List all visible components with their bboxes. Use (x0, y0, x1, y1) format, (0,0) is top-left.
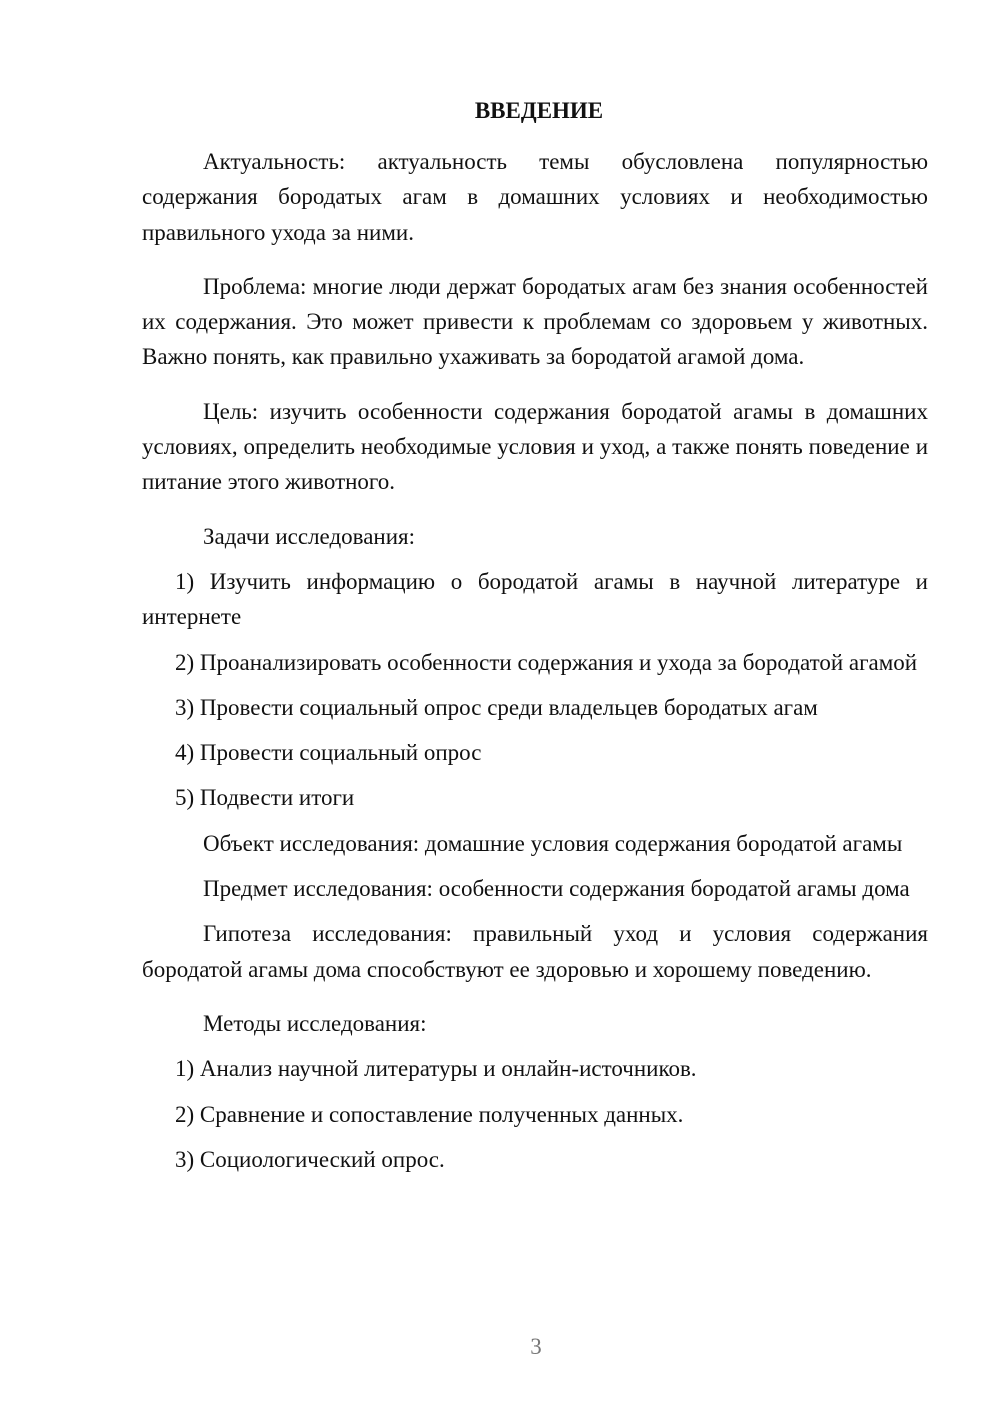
tasks-title: Задачи исследования: (203, 523, 416, 549)
task-item: 4) Провести социальный опрос (175, 740, 482, 766)
object-paragraph: Объект исследования: домашние условия содержания бородатой агамы (203, 830, 903, 856)
task-item: 1) Изучить информацию о бородатой агамы в научной литературе и интернете (142, 568, 928, 630)
task-item: 5) Подвести итоги (175, 785, 355, 811)
method-item: 2) Сравнение и сопоставление полученных данных. (175, 1101, 684, 1127)
hypothesis-paragraph: Гипотеза исследования: правильный уход и условия содержания бородатой агамы дома способствуют ее здоровью и хорошему поведению. (142, 921, 928, 982)
goal-paragraph: Цель: изучить особенности содержания бородатой агамы в домашних условиях, определить необходимые условия и уход, а также понять поведение и питание этого животного. (142, 398, 928, 495)
problem-paragraph: Проблема: многие люди держат бородатых агам без знания особенностей их содержания. Это может привести к проблемам со здоровьем у животных. Важно понять, как правильно ухаживать за бородатой агамой дома. (142, 273, 928, 370)
page-title: ВВЕДЕНИЕ (474, 98, 604, 123)
task-item: 2) Проанализировать особенности содержания и ухода за бородатой агамой (175, 649, 918, 675)
method-item: 3) Социологический опрос. (175, 1146, 445, 1172)
methods-title: Методы исследования: (203, 1010, 427, 1036)
subject-paragraph: Предмет исследования: особенности содержания бородатой агамы дома (203, 876, 910, 902)
task-item: 3) Провести социальный опрос среди владельцев бородатых агам (175, 694, 818, 720)
method-item: 1) Анализ научной литературы и онлайн-источников. (175, 1056, 697, 1082)
page-number: 3 (530, 1334, 542, 1359)
relevance-paragraph: Актуальность: актуальность темы обусловлена популярностью содержания бородатых агам в домашних условиях и необходимостью правильного ухода за ними. (142, 149, 928, 245)
document-page (142, 96, 928, 1187)
